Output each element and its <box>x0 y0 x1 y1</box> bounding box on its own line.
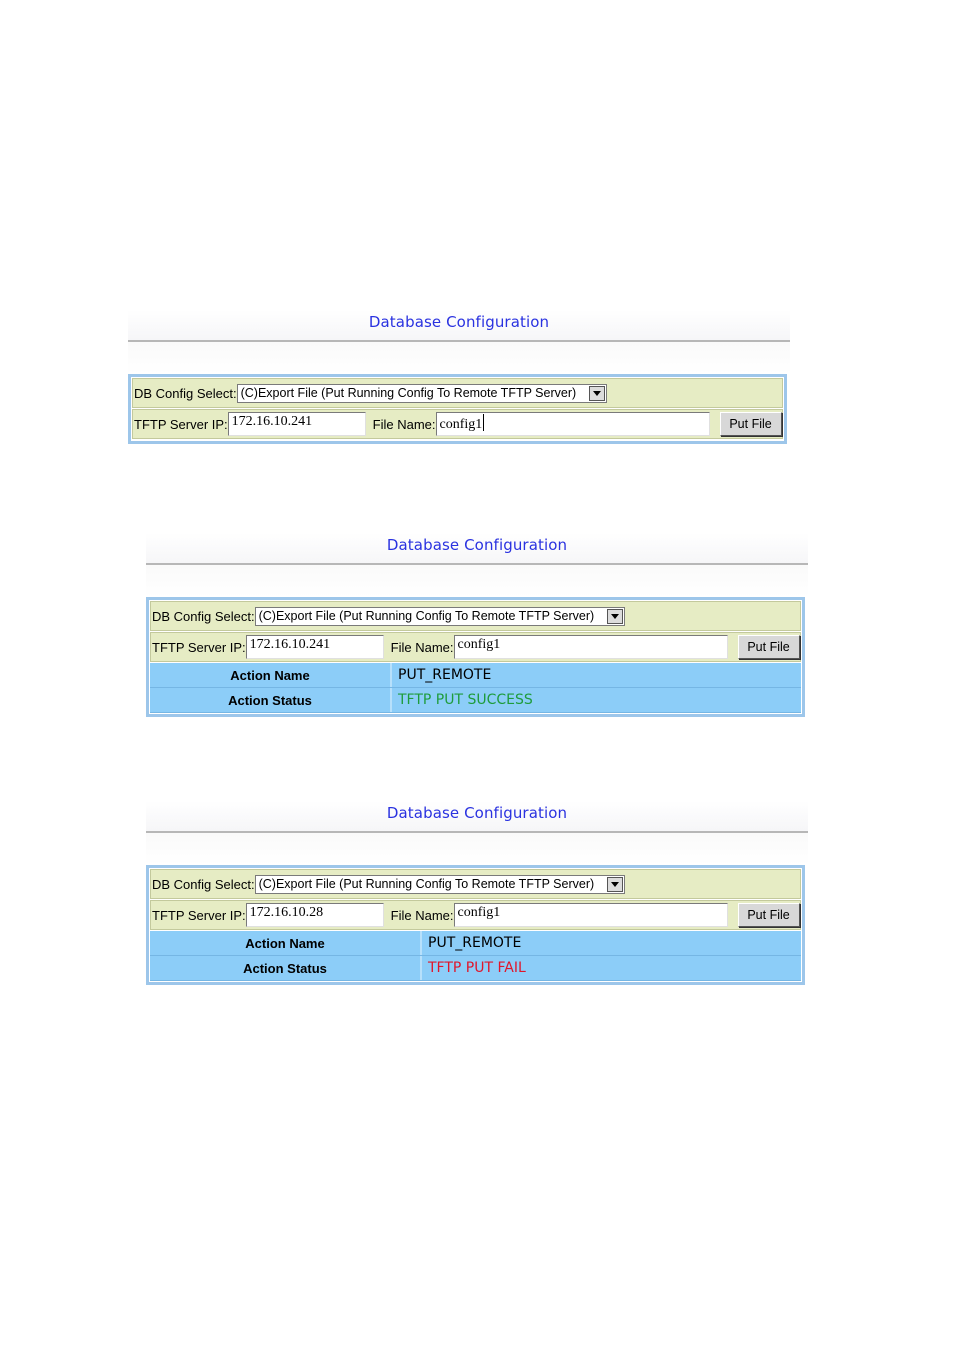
db-select-label: DB Config Select: <box>152 608 255 624</box>
action-name-value: PUT_REMOTE <box>390 663 801 687</box>
db-select-row <box>150 601 801 631</box>
db-config-select[interactable] <box>255 607 625 626</box>
chevron-down-icon[interactable] <box>607 609 623 624</box>
put-file-button[interactable]: Put File <box>738 903 800 927</box>
db-config-panel-3 <box>146 801 808 985</box>
heading-band <box>146 801 808 831</box>
page-title: Database Configuration <box>368 313 550 331</box>
file-name-input[interactable]: config1 <box>454 635 728 659</box>
file-name-label: File Name: <box>390 907 454 923</box>
chevron-down-icon[interactable] <box>607 877 623 892</box>
action-status-row <box>150 688 801 713</box>
config-form <box>146 865 805 985</box>
file-name-input[interactable]: config1 <box>436 412 710 436</box>
action-status-value: TFTP PUT SUCCESS <box>390 688 801 712</box>
tftp-server-ip-label: TFTP Server IP: <box>152 907 246 923</box>
db-config-select-value: (C)Export File (Put Running Config To Remote TFTP Server) <box>240 386 577 400</box>
db-config-select-value: (C)Export File (Put Running Config To Remote TFTP Server) <box>258 877 595 891</box>
tftp-server-ip-label: TFTP Server IP: <box>134 416 228 432</box>
action-status-row <box>150 956 801 981</box>
chevron-down-icon[interactable] <box>589 386 605 401</box>
text-cursor <box>483 414 484 431</box>
db-select-label: DB Config Select: <box>152 876 255 892</box>
db-config-panel-1 <box>128 310 790 444</box>
put-file-button[interactable]: Put File <box>738 635 800 659</box>
put-file-button[interactable]: Put File <box>720 412 782 436</box>
tftp-row <box>132 409 783 439</box>
db-config-select[interactable] <box>255 875 625 894</box>
action-name-label: Action Name <box>230 667 310 683</box>
tftp-row <box>150 632 801 662</box>
db-select-row <box>150 869 801 899</box>
action-status-value: TFTP PUT FAIL <box>420 956 801 980</box>
tftp-server-ip-input[interactable]: 172.16.10.28 <box>246 903 384 927</box>
file-name-input[interactable]: config1 <box>454 903 728 927</box>
action-name-label: Action Name <box>245 935 325 951</box>
page-title: Database Configuration <box>386 804 568 822</box>
db-config-panel-2 <box>146 533 808 717</box>
config-form <box>146 597 805 717</box>
db-config-select[interactable] <box>237 384 607 403</box>
page-title: Database Configuration <box>386 536 568 554</box>
action-status-label: Action Status <box>243 960 327 976</box>
heading-band <box>128 310 790 340</box>
action-status-label: Action Status <box>228 692 312 708</box>
db-config-select-value: (C)Export File (Put Running Config To Remote TFTP Server) <box>258 609 595 623</box>
action-name-row <box>150 663 801 688</box>
action-name-row <box>150 931 801 956</box>
file-name-label: File Name: <box>372 416 436 432</box>
tftp-server-ip-input[interactable]: 172.16.10.241 <box>246 635 384 659</box>
tftp-server-ip-label: TFTP Server IP: <box>152 639 246 655</box>
file-name-label: File Name: <box>390 639 454 655</box>
tftp-server-ip-input[interactable]: 172.16.10.241 <box>228 412 366 436</box>
tftp-row <box>150 900 801 930</box>
config-form <box>128 374 787 444</box>
heading-band <box>146 533 808 563</box>
db-select-label: DB Config Select: <box>134 385 237 401</box>
action-name-value: PUT_REMOTE <box>420 931 801 955</box>
db-select-row <box>132 378 783 408</box>
